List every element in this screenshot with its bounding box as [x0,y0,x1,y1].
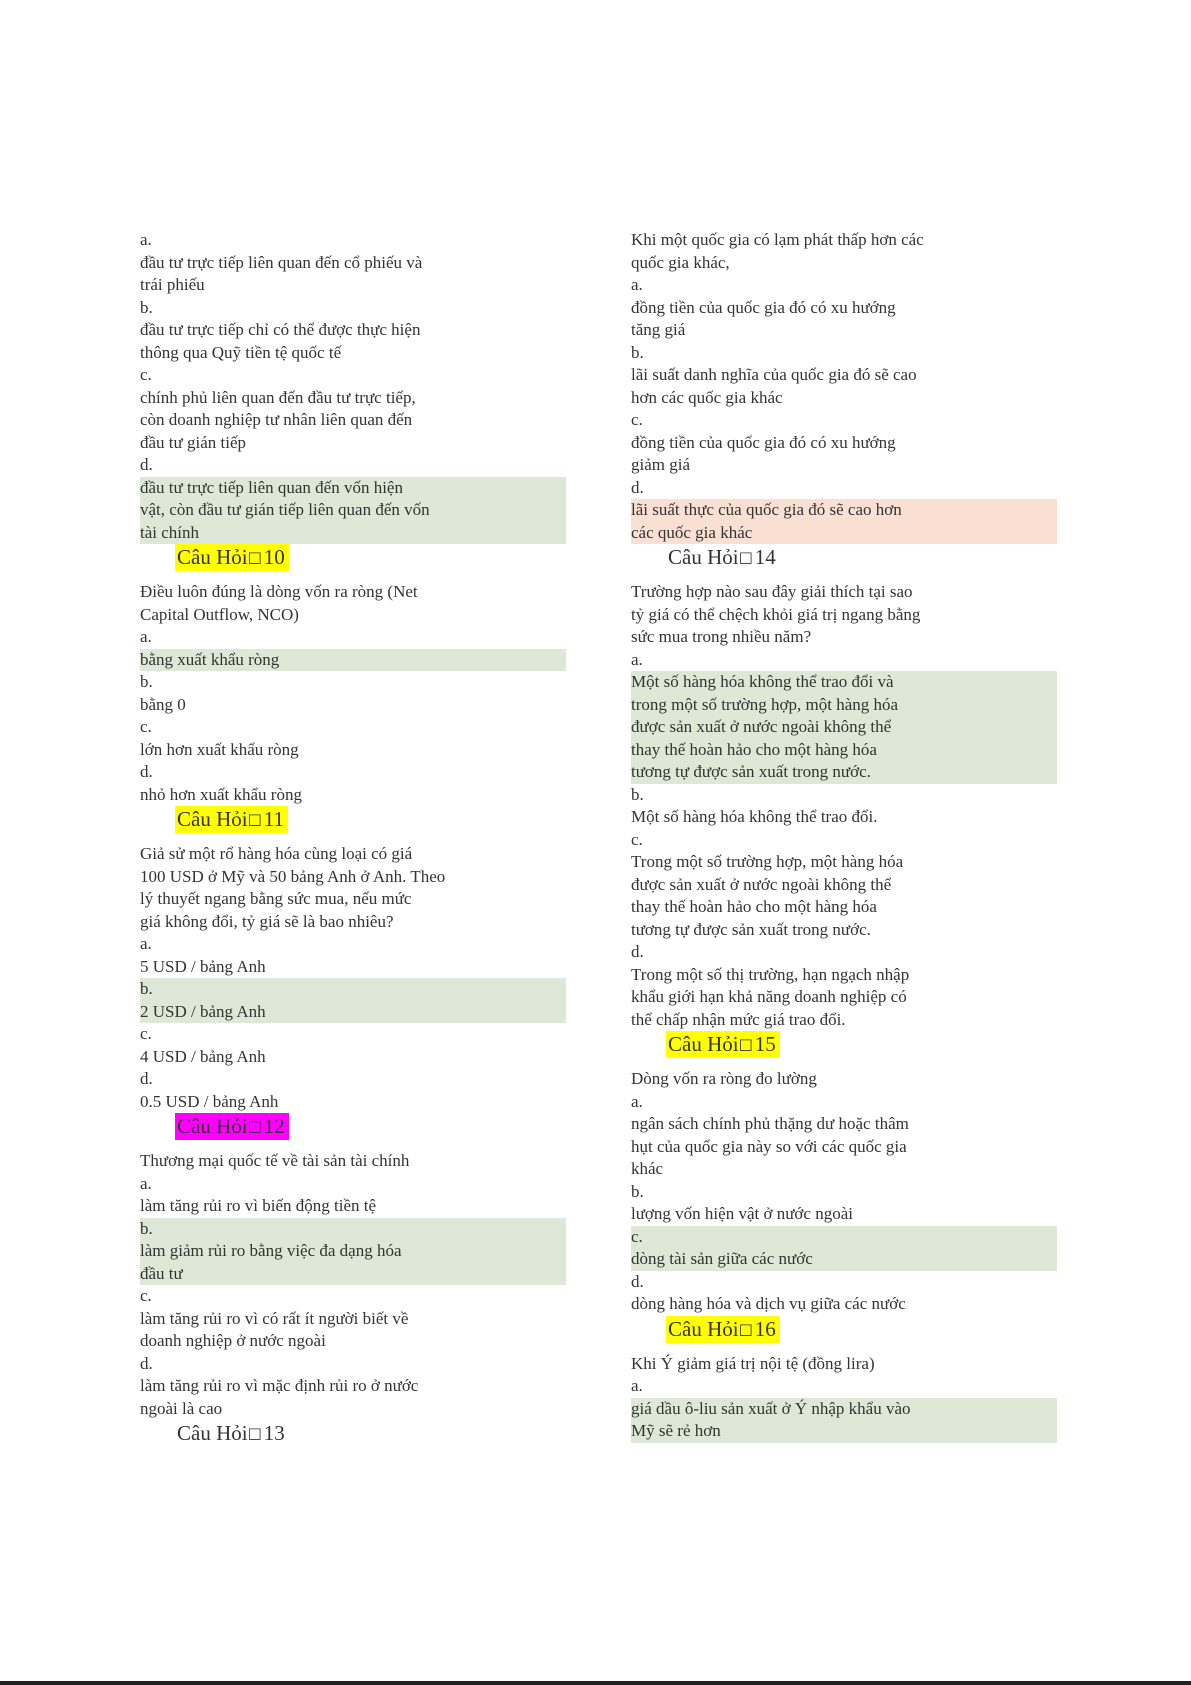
heading-text: Câu Hỏi [668,1316,739,1341]
option-label: c. [631,1226,643,1246]
option-text: được sản xuất ở nước ngoài không thể [631,717,892,736]
question-prompt [631,581,1053,649]
option-label: b. [140,979,153,998]
prompt-line: Trường hợp nào sau đây giải thích tại sao [631,582,913,601]
option-text: được sản xuất ở nước ngoài không thể [631,874,892,894]
missing-glyph-box-icon: □ [247,548,262,566]
option-text: đầu tư [140,1263,183,1283]
option-text: ngân sách chính phủ thặng dư hoặc thâm [631,1114,909,1133]
question-heading-12 [175,1113,289,1140]
option-text: Một số hàng hóa không thể trao đổi và [631,672,894,691]
option-label: a. [631,649,643,669]
q14-option-c[interactable] [631,829,1053,942]
option-label: c. [140,365,152,384]
prompt-line: Capital Outflow, NCO) [140,604,299,624]
option-text: thể chấp nhận mức giá trao đổi. [631,1009,846,1029]
option-text: đồng tiền của quốc gia đó có xu hướng [631,297,896,317]
option-text: nhỏ hơn xuất khẩu ròng [140,784,302,804]
q14-option-a[interactable] [631,649,1053,784]
option-label: c. [631,829,643,849]
heading-text: Câu Hỏi [668,545,739,569]
option-text: còn doanh nghiệp tư nhân liên quan đến [140,410,413,429]
q13-option-a[interactable] [631,274,1053,342]
q12-option-b[interactable] [140,1218,566,1286]
option-text: hơn các quốc gia khác [631,387,783,407]
correct-answer-highlight [631,671,1057,784]
prompt-line: sức mua trong nhiều năm? [631,627,812,646]
option-text: lãi suất thực của quốc gia đó sẽ cao hơn [631,500,902,519]
option-label: b. [631,784,644,804]
option-text: 2 USD / bảng Anh [140,1001,266,1021]
left-column [140,229,562,1457]
question-heading-15 [666,1031,780,1058]
question-prompt [631,229,1053,274]
q9-option-b[interactable] [140,297,562,365]
option-text: trái phiếu [140,275,205,294]
q10-option-a[interactable] [140,626,562,671]
q15-option-c[interactable] [631,1226,1057,1271]
question-prompt [631,1353,1053,1376]
question-number: 16 [754,1316,776,1341]
option-text: đầu tư gián tiếp [140,432,246,452]
heading-text: Câu Hỏi [177,545,248,569]
option-text: 4 USD / bảng Anh [140,1046,266,1066]
option-text: lượng vốn hiện vật ở nước ngoài [631,1204,853,1223]
heading-text: Câu Hỏi [177,1114,248,1138]
option-text: bằng xuất khẩu ròng [140,649,280,669]
option-text: Trong một số trường hợp, một hàng hóa [631,852,904,871]
prompt-line: lý thuyết ngang bằng sức mua, nếu mức [140,889,412,908]
prompt-line: Điều luôn đúng là dòng vốn ra ròng (Net [140,582,418,601]
question-prompt [140,581,562,626]
q11-option-d[interactable] [140,1068,562,1113]
q13-option-d[interactable] [631,477,1053,545]
option-label: b. [140,1218,153,1238]
option-text: đồng tiền của quốc gia đó có xu hướng [631,432,896,452]
correct-answer-highlight [140,477,566,545]
option-text: các quốc gia khác [631,522,753,542]
option-text: hụt của quốc gia này so với các quốc gia [631,1136,907,1156]
option-text: doanh nghiệp ở nước ngoài [140,1331,326,1350]
q12-option-c[interactable] [140,1285,562,1353]
q10-option-b[interactable] [140,671,562,716]
missing-glyph-box-icon: □ [247,810,262,828]
missing-glyph-box-icon: □ [738,1319,753,1338]
option-label: a. [140,1173,152,1193]
option-text: đầu tư trực tiếp chỉ có thể được thực hiện [140,320,421,339]
question-prompt [631,1068,1053,1091]
option-text: thay thế hoàn hảo cho một hàng hóa [631,897,877,916]
option-label: b. [631,342,644,362]
question-heading-13 [175,1420,289,1447]
option-text: trong một số trường hợp, một hàng hóa [631,694,899,714]
option-text: Mỹ sẽ rẻ hơn [631,1421,721,1440]
option-label: d. [140,762,153,781]
q12-option-d[interactable] [140,1353,562,1421]
q15-option-a[interactable] [631,1091,1053,1181]
option-text: giá dầu ô-liu sản xuất ở Ý nhập khẩu vào [631,1398,911,1418]
missing-glyph-box-icon: □ [247,1424,262,1442]
question-heading-11 [175,806,288,833]
question-number: 10 [263,545,285,569]
option-text: giảm giá [631,455,691,474]
prompt-line: tỷ giá có thể chệch khỏi giá trị ngang bằng [631,604,921,624]
q13-option-b[interactable] [631,342,1053,410]
option-label: c. [631,410,643,429]
q13-option-c[interactable] [631,409,1053,477]
option-label: a. [631,1376,643,1395]
missing-glyph-box-icon: □ [738,1035,753,1053]
correct-answer-highlight [140,649,566,672]
option-label: a. [631,1091,643,1111]
option-text: 0.5 USD / bảng Anh [140,1091,279,1111]
option-text: 5 USD / bảng Anh [140,956,266,976]
q9-option-a[interactable] [140,229,562,297]
option-text: dòng hàng hóa và dịch vụ giữa các nước [631,1294,906,1313]
option-text: tương tự được sản xuất trong nước. [631,919,871,939]
q10-option-c[interactable] [140,716,562,761]
option-label: d. [631,1271,644,1291]
heading-text: Câu Hỏi [177,1421,248,1445]
prompt-line: Thương mại quốc tế về tài sản tài chính [140,1151,410,1170]
option-text: thông qua Quỹ tiền tệ quốc tế [140,342,342,362]
question-number: 13 [263,1421,285,1445]
option-text: khẩu giới hạn khả năng doanh nghiệp có [631,987,907,1006]
option-text: lớn hơn xuất khẩu ròng [140,739,299,759]
option-label: d. [631,942,644,961]
option-label: a. [140,627,152,646]
option-text: thay thế hoàn hảo cho một hàng hóa [631,739,877,759]
option-text: đầu tư trực tiếp liên quan đến vốn hiện [140,477,403,497]
question-prompt [140,1150,562,1173]
option-text: làm tăng rủi ro vì mặc định rủi ro ở nước [140,1376,419,1395]
question-heading-14 [666,544,780,571]
option-label: c. [140,1286,152,1305]
question-number: 11 [263,807,284,831]
option-text: Một số hàng hóa không thể trao đổi. [631,807,878,826]
q11-option-a[interactable] [140,933,562,978]
option-label: d. [140,1069,153,1088]
option-label: d. [140,455,153,474]
q15-option-b[interactable] [631,1181,1053,1226]
q15-option-d[interactable] [631,1271,1053,1316]
q11-option-c[interactable] [140,1023,562,1068]
prompt-line: Giả sử một rổ hàng hóa cùng loại có giá [140,844,413,863]
option-text: Trong một số thị trường, hạn ngạch nhập [631,964,910,984]
correct-answer-highlight [631,1398,1057,1443]
q9-option-c[interactable] [140,364,562,454]
option-label: c. [140,1024,152,1043]
question-number: 14 [754,545,776,569]
prompt-line: Khi một quốc gia có lạm phát thấp hơn các [631,230,924,249]
prompt-line: 100 USD ở Mỹ và 50 bảng Anh ở Anh. Theo [140,866,446,886]
q14-option-b[interactable] [631,784,1053,829]
option-text: vật, còn đầu tư gián tiếp liên quan đến vốn [140,500,430,519]
q12-option-a[interactable] [140,1173,562,1218]
option-text: đầu tư trực tiếp liên quan đến cổ phiếu và [140,252,423,272]
q14-option-d[interactable] [631,941,1053,1031]
option-text: làm giảm rủi ro bằng việc đa dạng hóa [140,1241,402,1260]
option-label: d. [631,477,644,497]
page-bottom-border [0,1681,1191,1685]
question-heading-16 [666,1316,780,1343]
option-text: bằng 0 [140,694,186,714]
wrong-answer-highlight [631,499,1057,544]
question-heading-10 [175,544,289,571]
heading-text: Câu Hỏi [177,807,248,831]
q11-option-b[interactable] [140,978,566,1023]
missing-glyph-box-icon: □ [247,1117,262,1135]
option-text: tài chính [140,522,200,542]
option-text: làm tăng rủi ro vì có rất ít người biết về [140,1308,409,1328]
question-number: 12 [263,1114,285,1138]
option-text: chính phủ liên quan đến đầu tư trực tiếp, [140,387,416,407]
option-text: khác [631,1159,664,1178]
option-text: làm tăng rủi ro vì biến động tiền tệ [140,1196,377,1215]
option-text: dòng tài sản giữa các nước [631,1249,813,1268]
option-label: b. [140,297,153,317]
option-text: ngoài là cao [140,1398,223,1418]
prompt-line: Dòng vốn ra ròng đo lường [631,1069,817,1088]
option-label: c. [140,717,152,736]
option-label: a. [140,934,152,953]
right-column [631,229,1053,1443]
prompt-line: quốc gia khác, [631,252,730,272]
option-label: d. [140,1353,153,1373]
option-text: lãi suất danh nghĩa của quốc gia đó sẽ cao [631,365,917,384]
option-label: b. [631,1181,644,1201]
option-label: a. [631,275,643,294]
heading-text: Câu Hỏi [668,1032,739,1056]
q16-option-a[interactable] [631,1375,1053,1443]
missing-glyph-box-icon: □ [738,548,753,566]
option-text: tương tự được sản xuất trong nước. [631,762,871,781]
question-prompt [140,843,562,933]
option-text: tăng giá [631,320,686,339]
q10-option-d[interactable] [140,761,562,806]
question-number: 15 [754,1032,776,1056]
q9-option-d[interactable] [140,454,562,544]
option-label: b. [140,672,153,691]
prompt-line: Khi Ý giảm giá trị nội tệ (đồng lira) [631,1353,875,1373]
option-label: a. [140,230,152,249]
prompt-line: giá không đổi, tỷ giá sẽ là bao nhiêu? [140,911,394,931]
